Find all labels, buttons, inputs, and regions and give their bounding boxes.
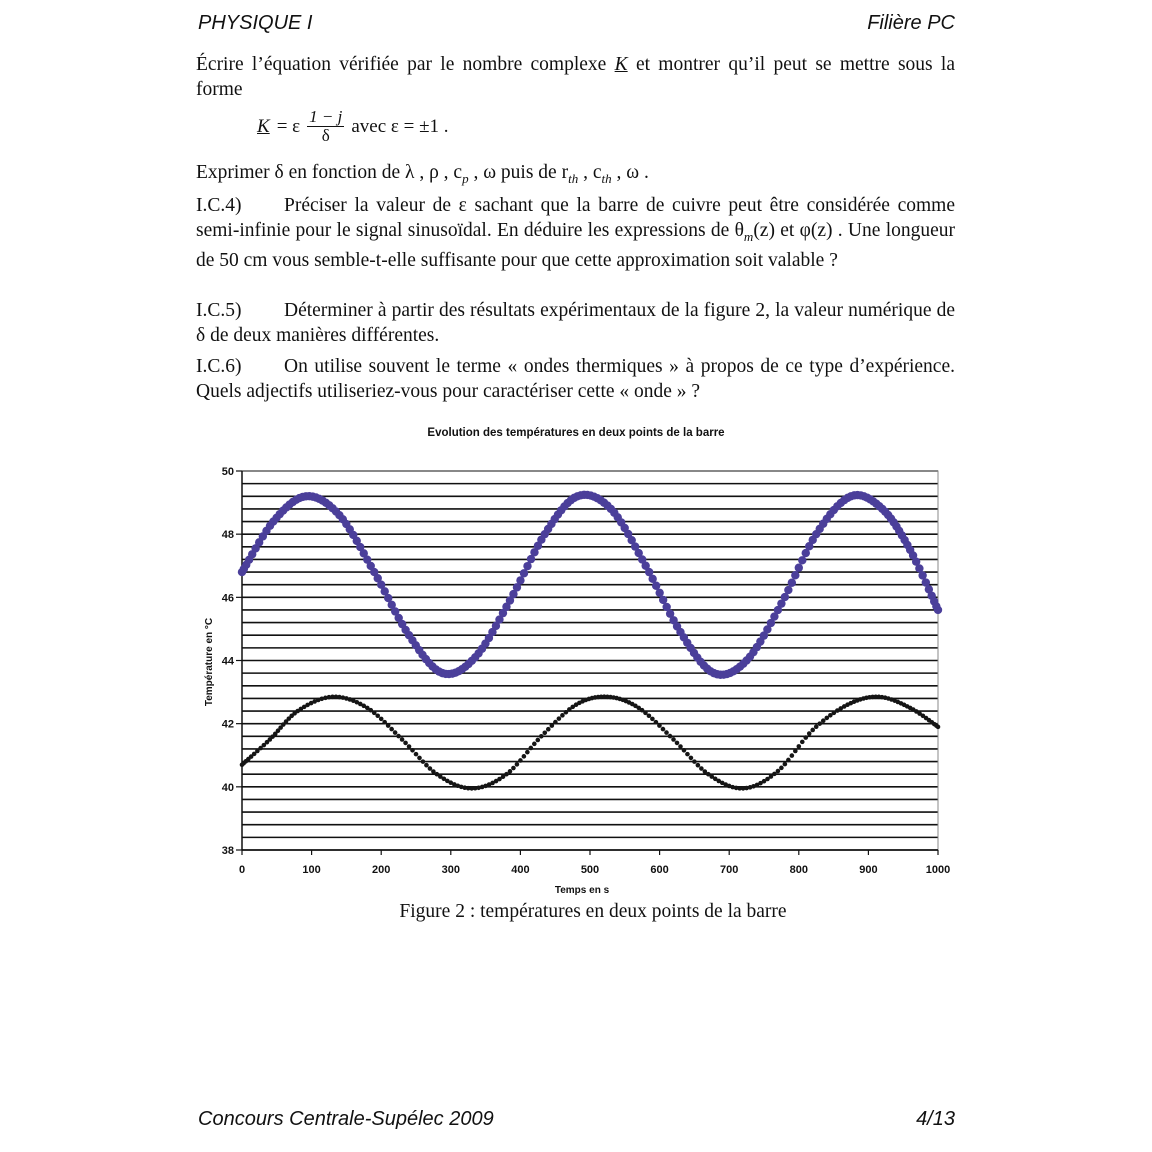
x-tick-label: 0 [238,864,246,876]
series-marker [790,753,795,758]
series-marker [401,626,409,634]
series-marker [550,723,555,728]
series-marker [602,694,607,699]
series-marker [842,704,847,709]
y-tick-label: 44 [221,655,234,668]
series-marker [689,756,694,761]
series-marker [791,571,799,579]
series-marker [428,766,433,771]
series-marker [647,713,652,718]
series-marker [537,535,545,543]
series-marker [817,721,822,726]
series-marker [685,752,690,757]
series-marker [779,766,784,771]
series-marker [502,603,510,611]
series-marker [784,586,792,594]
series-marker [696,763,701,768]
series-marker [468,657,476,665]
series-marker [793,749,798,754]
series-marker [332,507,340,515]
intro-text-b: et montrer qu’il peut se mettre sous la forme [196,54,955,100]
formula-eq: = ε [276,115,301,137]
figure-caption: Figure 2 : températures en deux points de la barre [399,901,787,922]
series-marker [809,536,817,544]
series-marker [536,738,541,743]
series-marker [518,758,523,763]
x-tick-label: 800 [789,864,808,876]
formula-denominator: δ [321,126,330,145]
series-marker [772,772,777,777]
sub-p: p [462,170,469,186]
series-marker [786,758,791,763]
series-marker [396,734,401,739]
series-marker [800,740,805,745]
footer-right: 4/13 [916,1108,955,1130]
series-marker [520,569,528,577]
series-marker [650,717,655,722]
footer-left: Concours Centrale-Supélec 2009 [198,1108,494,1130]
series-marker [703,769,708,774]
question-ic4-text-a: Préciser la valeur de ε sachant que la barre de cuivre peut être considérée comme semi-infinie pour le signal sinusoïdal. En déduire les expressions de θ [196,195,955,241]
series-marker [788,579,796,587]
formula-numerator: 1 − j [309,107,343,126]
series-marker [692,759,697,764]
question-ic4-sub: m [743,228,754,244]
series-marker [668,734,673,739]
series-marker [603,501,611,509]
series-marker [265,740,270,745]
series-marker [638,555,646,563]
series-marker [932,602,940,610]
express-mid: , ω puis de r [468,162,569,183]
series-marker [367,562,375,570]
intro-text-a: Écrire l’équation vérifiée par le nombre complexe [196,54,607,75]
series-marker [905,704,910,709]
series-marker [424,763,429,768]
sub-th-1: th [568,170,579,186]
series-marker [570,705,575,710]
series-marker [414,752,419,757]
series-marker [661,727,666,732]
question-ic4-label: I.C.4) [196,195,242,216]
series-marker [508,769,513,774]
y-axis-label: Température en °C [204,617,215,707]
series-marker [553,720,558,725]
formula-lhs: K [257,115,270,137]
y-tick-label: 40 [221,781,234,794]
express-text: Exprimer δ en fonction de λ , ρ , c [196,162,463,183]
data-point [810,728,815,733]
header-right: Filière PC [867,12,955,34]
x-tick-label: 600 [650,864,669,876]
question-ic6-label: I.C.6) [196,356,242,377]
chart-title: Evolution des températures en deux points de la barre [427,427,725,439]
series-marker [532,742,537,747]
x-tick-label: 500 [580,864,600,876]
series-marker [682,748,687,753]
question-ic5-text: Déterminer à partir des résultats expérimentaux de la figure 2, la valeur numérique de δ de deux manières différentes. [196,300,955,346]
series-marker [798,556,806,564]
data-point [400,737,405,742]
chart-axes [222,466,950,876]
series-marker [362,704,367,709]
y-tick-label: 46 [221,592,234,605]
series-marker [379,717,384,722]
question-ic4-text-b: (z) et φ(z) . Une longueur de 50 cm vous semble-t-elle suffisante pour que cette approximation soit valable ? [196,219,956,271]
question-ic5-label: I.C.5) [196,300,242,321]
x-tick-label: 300 [441,864,460,876]
series-marker [542,730,547,735]
series-marker [675,741,680,746]
series-marker [546,727,551,732]
series-marker [327,695,332,700]
complex-k: K [614,54,628,75]
series-marker [421,759,426,764]
series-marker [516,576,524,584]
series-marker [393,730,398,735]
x-tick-label: 100 [302,864,321,876]
series-marker [403,741,408,746]
series-marker [633,704,638,709]
series-marker [417,756,422,761]
chart-series [238,491,942,791]
data-point [671,737,676,742]
x-tick-label: 400 [511,864,530,876]
series-marker [375,713,380,718]
x-tick-label: 700 [720,864,739,876]
series-marker [807,731,812,736]
series-marker [501,774,506,779]
series-marker [657,723,662,728]
series-marker [511,766,516,771]
series-marker [410,748,415,753]
sub-th-2: th [601,170,612,186]
y-tick-label: 42 [221,718,234,731]
y-tick-label: 48 [221,529,234,542]
series-marker [266,522,274,530]
series-marker [739,660,747,668]
series-marker [797,744,802,749]
series-marker [934,723,939,728]
series-marker [292,711,297,716]
series-marker [522,754,527,759]
series-marker [873,694,878,699]
x-tick-label: 900 [859,864,878,876]
series-marker [664,730,669,735]
series-marker [803,735,808,740]
series-marker [654,720,659,725]
series-marker [407,744,412,749]
express-end: , ω . [611,162,649,183]
series-marker [678,744,683,749]
series-marker [466,786,471,791]
express-mid2: , c [578,162,602,183]
series-marker [389,727,394,732]
series-marker [795,564,803,572]
series-marker [529,746,534,751]
series-marker [557,716,562,721]
series-marker [386,723,391,728]
series-marker [737,786,742,791]
series-marker [515,762,520,767]
series-marker [560,713,565,718]
series-marker [903,541,911,549]
x-tick-label: 1000 [925,864,951,876]
y-tick-label: 50 [221,466,234,478]
header-left: PHYSIQUE I [198,12,313,34]
series-marker [525,750,530,755]
series-marker [431,769,436,774]
data-point [539,734,544,739]
x-tick-label: 200 [372,864,391,876]
series-marker [783,762,788,767]
series-marker [673,622,681,630]
series-2 [240,694,941,790]
formula-rest: avec ε = ±1 . [351,115,449,137]
series-marker [814,724,819,729]
series-marker [382,720,387,725]
series-marker [774,606,782,614]
x-axis-label: Temps en s [554,885,610,896]
y-tick-label: 38 [221,845,234,857]
series-marker [699,766,704,771]
question-ic6-text: On utilise souvent le terme « ondes thermiques » à propos de ce type d’expérience. Quels adjectifs utiliseriez-vous pour caractériser cette « onde » ? [196,356,955,402]
